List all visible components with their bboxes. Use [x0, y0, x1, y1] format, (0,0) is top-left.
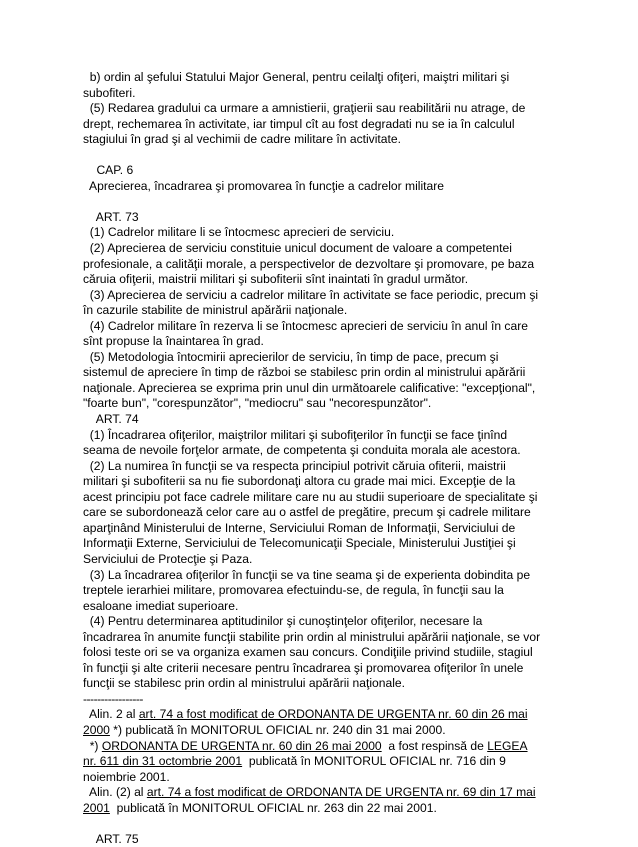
document-body: [83, 70, 545, 707]
text-line: acest principiu pot face cadrele militare care nu au studii superioare de specialitate şi: [83, 489, 538, 504]
text-line: funcţii se stabilesc prin ordin al ministrului apărării naţionale.: [83, 676, 405, 691]
text-line: b) ordin al şefului Statului Major General, pentru ceilalţi ofiţeri, maiştri militari şi: [83, 70, 510, 84]
chapter-heading: CAP. 6: [83, 163, 134, 178]
note-text: Alin. (2) al: [83, 785, 147, 800]
note-text: *) publicată în MONITORUL OFICIAL nr. 240 din 31 mai 2000.: [109, 722, 446, 737]
text-line: "foarte bun", "corespunzător", "mediocru" sau "necorespunzător".: [83, 396, 432, 411]
blank-line: [83, 194, 545, 210]
note-text: Alin. 2 al: [83, 707, 139, 722]
text-line: aparţinând Ministerului de Interne, Serviciului Roman de Informaţii, Serviciului de: [83, 520, 516, 535]
note-text: *): [83, 738, 102, 753]
article-heading: ART. 75: [83, 831, 139, 846]
text-line: sînt propuse la înaintarea în grad.: [83, 334, 264, 349]
law-link[interactable]: nr. 611 din 31 octombrie 2001: [83, 754, 243, 769]
text-line: profesionale, a calităţii morale, a perspectivelor de dezvoltare şi promovare, pe baza: [83, 256, 535, 271]
text-line: Informaţii Externe, Serviciului de Telecomunicaţii Speciale, Ministerului Justiţiei şi: [83, 536, 516, 551]
amendment-link[interactable]: 2001: [83, 800, 110, 815]
blank-line: [83, 148, 545, 164]
article-heading: ART. 73: [83, 209, 139, 224]
text-line: treptele ierarhiei militare, promovarea efectuindu-se, de regula, în funcţii sau la: [83, 583, 504, 598]
text-line: (5) Metodologia întocmirii aprecierilor de serviciu, în timp de pace, precum şi: [83, 349, 499, 364]
text-line: încadrarea în anumite funcţii stabilite prin ordin al ministrului apărării naţionale, se vor: [83, 629, 541, 644]
blank-line: [83, 816, 545, 832]
text-line: esaloane imediat superioare.: [83, 598, 239, 613]
text-line: (1) Cadrelor militare li se întocmesc aprecieri de serviciu.: [83, 225, 395, 240]
text-line: (2) Aprecierea de serviciu constituie unicul document de valoare a competentei: [83, 241, 512, 256]
note-text: noiembrie 2001.: [83, 769, 170, 784]
text-line: seama de nevoile forţelor armate, de competenta şi conduita morala ale acestora.: [83, 443, 521, 458]
amendment-note-2: [83, 739, 545, 786]
text-line: (1) Încadrarea ofiţerilor, maiştrilor militari şi subofiţerilor în funcţii se face ţinînd: [83, 427, 508, 442]
separator-line: -----------------: [83, 691, 143, 706]
text-line: (4) Pentru determinarea aptitudinilor şi cunoştinţelor ofiţerilor, necesare la: [83, 614, 483, 629]
note-text: a fost respinsă de: [381, 738, 488, 753]
text-line: subofiteri.: [83, 85, 136, 100]
amendment-link[interactable]: art. 74 a fost modificat de ORDONANTA DE URGENTA nr. 60 din 26 mai: [138, 707, 528, 722]
text-line: Serviciului de Protecţie şi Paza.: [83, 551, 253, 566]
text-line: sistemul de apreciere în timp de război se stabilesc prin ordin al ministrului apărării: [83, 365, 526, 380]
text-line: (2) La numirea în funcţii se va respecta principiul potrivit căruia ofiterii, maistrii: [83, 458, 506, 473]
text-line: (3) Aprecierea de serviciu a cadrelor militare în activitate se face periodic, precum şi: [83, 287, 539, 302]
text-line: Aprecierea, încadrarea şi promovarea în funcţie a cadrelor militare: [83, 178, 444, 193]
ordinance-link[interactable]: ORDONANTA DE URGENTA nr. 60 din 26 mai 2000: [101, 738, 382, 753]
text-line: care se subordonează celor care au o astfel de pregătire, precum şi cadrele militare: [83, 505, 531, 520]
text-line: drept, rechemarea în activitate, iar timpul cît au fost degradati nu se ia în calculul: [83, 116, 515, 131]
text-line: în funcţii şi alte criterii necesare pentru încadrarea şi promovarea ofiţerilor în unele: [83, 660, 524, 675]
text-line: (5) Redarea gradului ca urmare a amnistierii, graţierii sau reabilitării nu atrage, de: [83, 101, 526, 116]
text-line: naţionale. Aprecierea se exprima prin unul din următoarele calificative: "excepţional",: [83, 380, 536, 395]
law-link[interactable]: LEGEA: [487, 738, 528, 753]
text-line: în cazurile stabilite de ministrul apărării naţionale.: [83, 303, 348, 318]
text-line: stagiului în grad şi al vechimii de cadre militare în activitate.: [83, 132, 401, 147]
amendment-note-3: [83, 785, 545, 816]
note-text: publicată în MONITORUL OFICIAL nr. 263 din 22 mai 2001.: [109, 800, 437, 815]
note-text: publicată în MONITORUL OFICIAL nr. 716 din 9: [242, 754, 506, 769]
amendment-note-1: [83, 707, 545, 738]
document-page: [83, 70, 545, 847]
text-line: (3) La încadrarea ofiţerilor în funcţii se va tine seama şi de experienta dobindita pe: [83, 567, 531, 582]
text-line: militari şi subofiterii sa nu fie subordonaţi altora cu grade mai mici. Excepţie de la: [83, 474, 516, 489]
text-line: (4) Cadrelor militare în rezerva li se întocmesc aprecieri de serviciu în anul în care: [83, 318, 528, 333]
article-heading: ART. 74: [83, 412, 139, 427]
amendment-link[interactable]: 2000: [83, 722, 110, 737]
text-line: folosi teste ori se va organiza examen sau concurs. Condiţiile privind studiile, stagiul: [83, 645, 533, 660]
text-line: căruia ofiţerii, maistrii militari şi subofiterii sînt inaintati în gradul următor.: [83, 272, 469, 287]
amendment-link[interactable]: art. 74 a fost modificat de ORDONANTA DE URGENTA nr. 69 din 17 mai: [146, 785, 536, 800]
